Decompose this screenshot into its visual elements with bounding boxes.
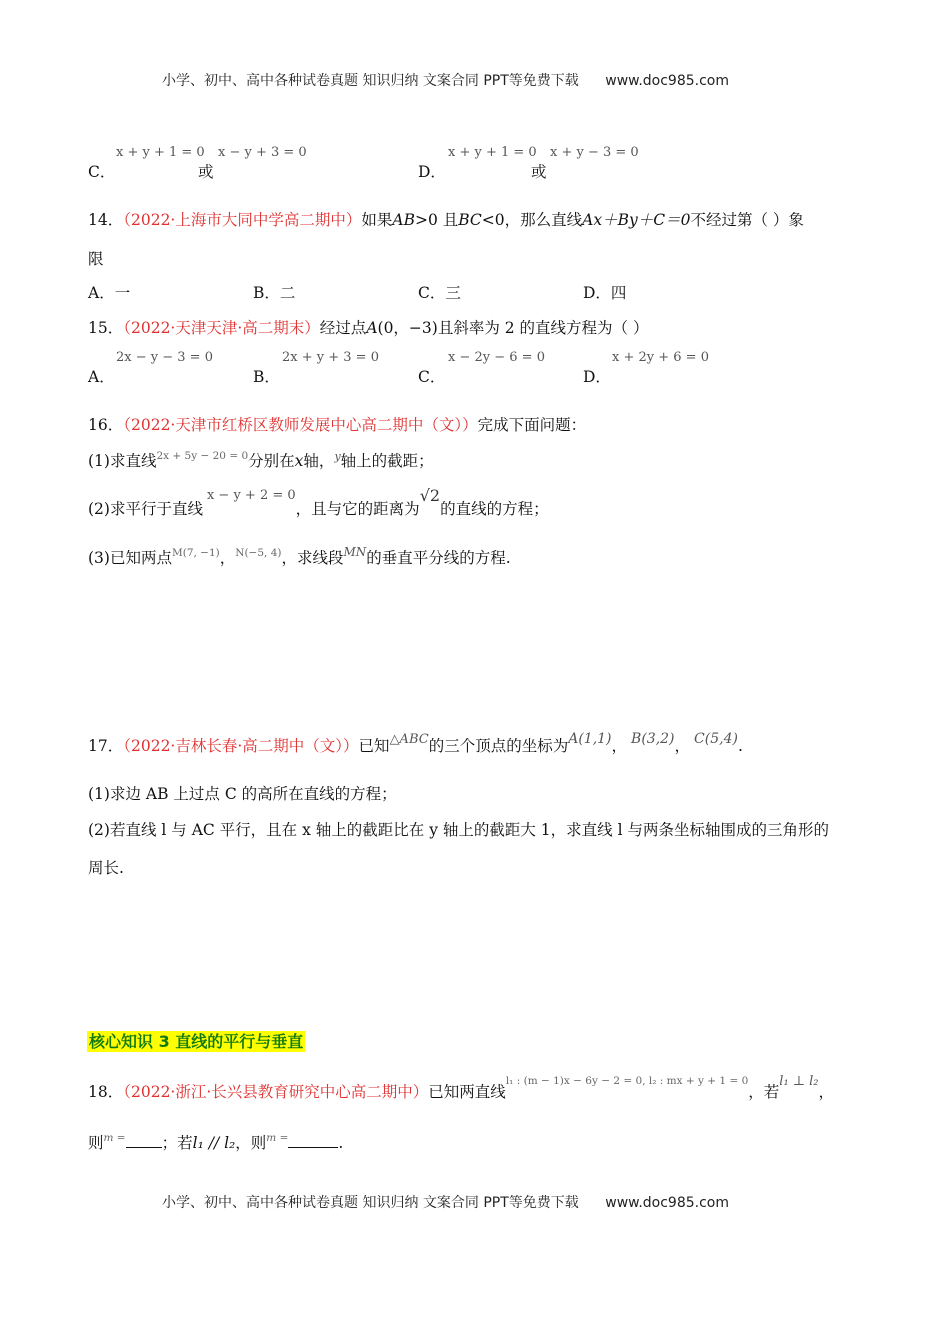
- q16-part-1: [88, 449, 434, 471]
- question-17: [88, 731, 743, 756]
- q18-m-eq2: m =: [266, 1132, 289, 1144]
- q17-text: 已知: [358, 737, 390, 755]
- q17-point-c: C(5,4): [694, 731, 738, 747]
- q14-option-d: D．四: [583, 284, 627, 302]
- q15-number: 15．: [88, 319, 124, 337]
- q14-option-a: A．一: [88, 284, 131, 302]
- q18-blank-1[interactable]: [126, 1147, 162, 1148]
- q16-p1-x: x: [294, 452, 304, 470]
- q16-p1-y: y: [334, 450, 341, 463]
- q14-text5: 限: [88, 250, 104, 268]
- q15-option-a-eq: 2x − y − 3 = 0: [116, 350, 213, 365]
- q14-text3: <0，那么直线: [481, 211, 583, 229]
- q17-text2: 的三个顶点的坐标为: [428, 737, 569, 755]
- q16-p3-text2: ，求线段: [281, 549, 344, 567]
- q18-end: .: [338, 1134, 344, 1152]
- header-text: 小学、初中、高中各种试卷真题 知识归纳 文案合同 PPT等免费下载: [162, 73, 579, 89]
- q16-p3-point-n: N(−5, 4): [235, 547, 282, 559]
- q13-option-c-or: 或: [198, 163, 214, 181]
- q18-text2: ，若: [748, 1083, 780, 1101]
- q15-option-b-label: B．: [253, 368, 280, 386]
- section-heading: [87, 1029, 305, 1052]
- page-footer: [162, 1192, 729, 1212]
- q16-p1-text3: 轴，: [303, 452, 335, 470]
- q16-part-2: [88, 486, 549, 519]
- q16-p2-equation: x − y + 2 = 0: [206, 488, 296, 503]
- q14-text4: 不经过第（ ）象: [690, 211, 804, 229]
- q15-point: A: [366, 319, 378, 337]
- q16-p3-segment: MN: [343, 545, 367, 559]
- q16-p3-text: (3)已知两点: [88, 549, 172, 567]
- q14-ab: AB: [392, 211, 415, 229]
- q17-number: 17．: [88, 737, 124, 755]
- footer-url[interactable]: www.doc985.com: [605, 1195, 729, 1211]
- q17-end: .: [737, 737, 743, 755]
- q15-text2: (0，−3)且斜率为 2 的直线方程为（ ）: [377, 319, 649, 337]
- q13-option-d-or: 或: [531, 163, 547, 181]
- q15-option-d-eq: x + 2y + 6 = 0: [612, 350, 709, 365]
- q13-option-c-label: C．: [88, 163, 116, 181]
- question-15: [88, 316, 648, 338]
- q14-option-b: B．二: [253, 284, 296, 302]
- q16-text: 完成下面问题：: [477, 416, 587, 434]
- page-header: [162, 70, 729, 90]
- q16-p1-text2: 分别在: [248, 452, 295, 470]
- q14-option-c: C．三: [418, 284, 461, 302]
- q18-text: 已知两直线: [428, 1083, 506, 1101]
- q13-option-d-eq2: x + y − 3 = 0: [550, 145, 639, 160]
- q18-line-2: [88, 1131, 343, 1153]
- q18-source: （2022·浙江·长兴县教育研究中心高二期中）: [123, 1083, 429, 1101]
- q15-text: 经过点: [319, 319, 367, 337]
- q14-bc: BC: [458, 211, 482, 229]
- q18-blank-2[interactable]: [288, 1147, 338, 1148]
- q15-option-d-label: D．: [583, 368, 611, 386]
- q16-p3-text3: 的垂直平分线的方程.: [366, 549, 511, 567]
- q16-p1-text: (1)求直线: [88, 452, 157, 470]
- q16-p2-sqrt: √2: [419, 486, 441, 505]
- question-14: [88, 208, 804, 230]
- q17-part-1: (1)求边 AB 上过点 C 的高所在直线的方程；: [88, 785, 397, 803]
- q13-option-c-eq1: x + y + 1 = 0: [116, 145, 205, 160]
- q17-part-2-cont: 周长.: [88, 859, 124, 877]
- q15-option-c-eq: x − 2y − 6 = 0: [448, 350, 545, 365]
- q18-m-eq1: m =: [103, 1132, 126, 1144]
- q17-sep: ，: [611, 737, 628, 755]
- q14-source: （2022·上海市大同中学高二期中）: [123, 211, 362, 229]
- q13-option-c-eq2: x − y + 3 = 0: [218, 145, 307, 160]
- q18-number: 18．: [88, 1083, 124, 1101]
- question-18: [88, 1074, 835, 1102]
- q17-sep2: ，: [674, 737, 691, 755]
- footer-text: 小学、初中、高中各种试卷真题 知识归纳 文案合同 PPT等免费下载: [162, 1195, 579, 1211]
- q17-triangle: △ABC: [389, 732, 429, 747]
- q17-point-a: A(1,1): [568, 731, 612, 747]
- q16-p3-point-m: M(7, −1): [171, 547, 220, 559]
- q16-p1-equation: 2x + 5y − 20 = 0: [156, 450, 249, 462]
- q16-part-3: [88, 546, 511, 568]
- q18-mid: ；若: [161, 1134, 193, 1152]
- q17-point-b: B(3,2): [631, 731, 675, 747]
- q18-parallel: l₁ // l₂: [192, 1134, 236, 1152]
- q17-source: （2022·吉林长春·高二期中（文））: [123, 737, 359, 755]
- q16-source: （2022·天津市红桥区教师发展中心高二期中（文））: [123, 416, 478, 434]
- q16-p2-text: (2)求平行于直线: [88, 500, 203, 518]
- q16-p1-text4: 轴上的截距；: [340, 452, 434, 470]
- header-url[interactable]: www.doc985.com: [605, 73, 729, 89]
- q16-p2-text2: ，且与它的距离为: [295, 500, 420, 518]
- q16-p2-text3: 的直线的方程；: [440, 500, 549, 518]
- q16-number: 16．: [88, 416, 124, 434]
- q15-option-b-eq: 2x + y + 3 = 0: [282, 350, 379, 365]
- section-3-title: 核心知识 3 直线的平行与垂直: [89, 1032, 304, 1051]
- q15-source: （2022·天津天津·高二期末）: [123, 319, 320, 337]
- q13-option-d-label: D．: [418, 163, 446, 181]
- q14-equation: Ax＋By＋C＝0: [582, 211, 691, 229]
- question-16: [88, 413, 586, 435]
- q14-number: 14．: [88, 211, 124, 229]
- q18-then2: ，则: [235, 1134, 267, 1152]
- q13-option-d-eq1: x + y + 1 = 0: [448, 145, 537, 160]
- q14-text2: >0 且: [414, 211, 459, 229]
- q18-text3: ，: [818, 1083, 835, 1101]
- q18-lines-equation: l₁ : (m − 1)x − 6y − 2 = 0, l₂ : mx + y + 1 = 0: [505, 1075, 749, 1087]
- q17-part-2: (2)若直线 l 与 AC 平行，且在 x 轴上的截距比在 y 轴上的截距大 1，求直线 l 与两条坐标轴围成的三角形的: [88, 821, 829, 839]
- q14-text: 如果: [361, 211, 393, 229]
- q18-perpendicular: l₁ ⊥ l₂: [779, 1074, 819, 1089]
- q18-then: 则: [88, 1134, 104, 1152]
- q15-option-a-label: A．: [88, 368, 115, 386]
- q16-p3-comma: ，: [219, 549, 236, 567]
- q15-option-c-label: C．: [418, 368, 446, 386]
